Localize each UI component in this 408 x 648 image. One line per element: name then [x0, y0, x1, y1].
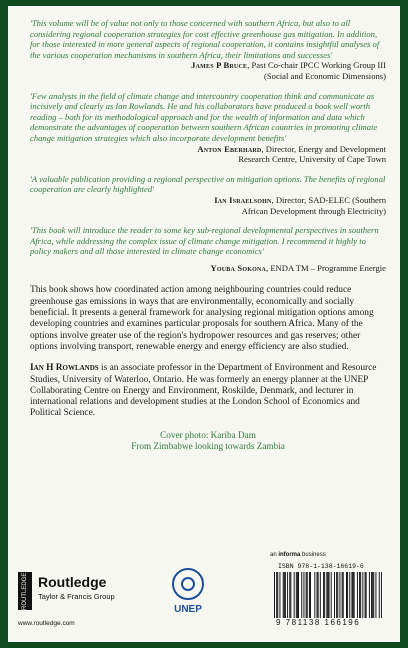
barcode-bar	[306, 572, 307, 618]
barcode-bar	[354, 572, 355, 618]
publisher-url: www.routledge.com	[18, 620, 75, 627]
barcode-bar	[324, 572, 325, 618]
unep-emblem-icon	[172, 568, 204, 600]
barcode-bar	[334, 572, 335, 618]
review-quote: 'This book will introduce the reader to some key sub-regional developmental perspectives in southern Africa, while addressing the complex issue of climate change mitigation. I recommend it highly to policy makers and all those interested in climate change economics'	[30, 225, 379, 257]
reviewer-name: Anton Eberhard	[197, 143, 262, 154]
barcode-bar	[379, 572, 380, 618]
routledge-emblem-icon: ROUTLEDGE	[18, 572, 32, 610]
barcode-bar	[360, 572, 361, 618]
review-3	[30, 174, 386, 216]
barcode-bar	[373, 572, 374, 618]
review-quote: 'Few analysts in the field of climate change and intercountry cooperation think and communicate as incisively and clearly as Ian Rowlands. He and his collaborators have produced a book well worth reading – both for its methodological approach and for the wealth of information and data which demonstrate the advantages of cooperation between southern African countries in promoting climate change mitigation strategies which also incorporate development benefits'	[30, 90, 378, 143]
barcode-bar	[285, 572, 286, 618]
author-bio	[30, 363, 386, 419]
cover-photo-credit	[30, 430, 386, 452]
isbn-number: ISBN 978-1-138-16619-6	[278, 563, 364, 570]
barcode-bar	[331, 572, 332, 618]
routledge-logo	[18, 572, 138, 627]
barcode-bar	[307, 572, 308, 618]
reviewer-role: , Director, SAD-ELEC (Southern	[271, 194, 386, 205]
barcode-bar	[371, 572, 372, 618]
barcode-area	[270, 552, 388, 638]
unep-label: UNEP	[174, 604, 202, 615]
barcode-bar	[336, 572, 337, 618]
barcode-bar	[329, 572, 330, 618]
barcode-bar	[309, 572, 310, 618]
barcode-bar	[357, 572, 358, 618]
barcode-bar	[298, 572, 299, 618]
reviewer-affiliation: Research Centre, University of Cape Town	[238, 154, 386, 165]
barcode-bar	[276, 572, 277, 618]
barcode-bar	[369, 572, 370, 618]
barcode-bar	[314, 572, 315, 618]
barcode-bar	[323, 572, 324, 618]
barcode-bar	[289, 572, 290, 618]
reviewer-role: , Past Co-chair IPCC Working Group III	[247, 60, 386, 71]
barcode-bar	[337, 572, 338, 618]
barcode-bar	[372, 572, 373, 618]
barcode-bar	[339, 572, 340, 618]
barcode-bar	[349, 572, 350, 618]
review-attribution	[30, 60, 386, 81]
barcode-bar	[346, 572, 347, 618]
review-attribution	[30, 195, 386, 216]
publisher-name: Routledge	[38, 574, 107, 590]
reviewer-affiliation: (Social and Economic Dimensions)	[264, 70, 386, 81]
informa-business-label: an informa business	[270, 552, 326, 558]
review-quote: 'This volume will be of value not only to those concerned with southern Africa, but also to all considering regional cooperation strategies for cost effective greenhouse gas mitigation. In addition, for those interested in more general aspects of regional cooperation, it contains insightful analyses of the various cooperation mechanisms in southern Africa, their limitations and successes'	[30, 18, 380, 60]
barcode-bar	[283, 572, 284, 618]
barcode-bar	[320, 572, 321, 618]
unep-logo	[158, 568, 218, 628]
cover-photo-line-2: From Zimbabwe looking towards Zambia	[131, 440, 285, 451]
reviewer-name: James P Bruce	[191, 60, 248, 71]
author-name: Ian H Rowlands	[30, 363, 99, 374]
barcode-bar	[351, 572, 352, 618]
barcode-bar	[375, 572, 376, 618]
barcode-icon	[274, 572, 382, 618]
barcode-bar	[327, 572, 328, 618]
barcode-bar	[301, 572, 302, 618]
review-quote: 'A valuable publication providing a regional perspective on mitigation options. The benefits of regional cooperation are clearly highlighted'	[30, 173, 386, 195]
reviewer-affiliation: African Development through Electricity)	[241, 205, 386, 216]
barcode-bar	[274, 572, 275, 618]
barcode-bar	[359, 572, 360, 618]
barcode-bar	[381, 572, 382, 618]
barcode-bar	[279, 572, 280, 618]
barcode-bar	[287, 572, 288, 618]
cover-photo-line-1: Cover photo: Kariba Dam	[160, 429, 256, 440]
barcode-bar	[284, 572, 285, 618]
barcode-bar	[366, 572, 367, 618]
reviewer-role: , ENDA TM – Programme Energie	[266, 262, 386, 273]
barcode-bar	[318, 572, 319, 618]
review-attribution	[30, 144, 386, 165]
barcode-bar	[277, 572, 278, 618]
cover-panel	[8, 6, 400, 642]
barcode-bar	[365, 572, 366, 618]
review-attribution	[30, 263, 386, 274]
reviewer-name: Youba Sokona	[210, 262, 267, 273]
review-1	[30, 18, 386, 82]
barcode-digits: 9 781138 166196	[276, 618, 361, 627]
barcode-bar	[362, 572, 363, 618]
review-2	[30, 91, 386, 165]
barcode-bar	[310, 572, 311, 618]
publisher-group: Taylor & Francis Group	[38, 592, 115, 601]
cover-footer	[8, 550, 400, 642]
barcode-bar	[342, 572, 343, 618]
review-4	[30, 225, 386, 273]
barcode-bar	[347, 572, 348, 618]
reviewer-name: Ian Israelsohn	[214, 194, 272, 205]
barcode-bar	[290, 572, 291, 618]
barcode-bar	[303, 572, 304, 618]
author-bio-text: is an associate professor in the Department of Environment and Resource Studies, University of Waterloo, Ontario. He was formerly an energy planner at the UNEP Collaborating Centre on Energy and Environment, Roskilde, Denmark, and lecturer in international relations and development studies at the London School of Economics and Political Science.	[30, 363, 377, 419]
barcode-bar	[343, 572, 344, 618]
book-description: This book shows how coordinated action among neighbouring countries could reduce greenhouse gas emissions in ways that are environmentally, economically and socially beneficial. It presents a general framework for analysing regional mitigation options among developing countries and examines particular proposals for southern Africa. Many of the options involve greater use of the region's hydropower resources and gas reserves; other options involving transport, renewable energy and energy efficiency are also studied.	[30, 285, 374, 352]
barcode-bar	[317, 572, 318, 618]
barcode-bar	[326, 572, 327, 618]
barcode-bar	[353, 572, 354, 618]
barcode-bar	[296, 572, 297, 618]
barcode-bar	[294, 572, 295, 618]
reviewer-role: , Director, Energy and Development	[261, 143, 386, 154]
barcode-bar	[297, 572, 298, 618]
